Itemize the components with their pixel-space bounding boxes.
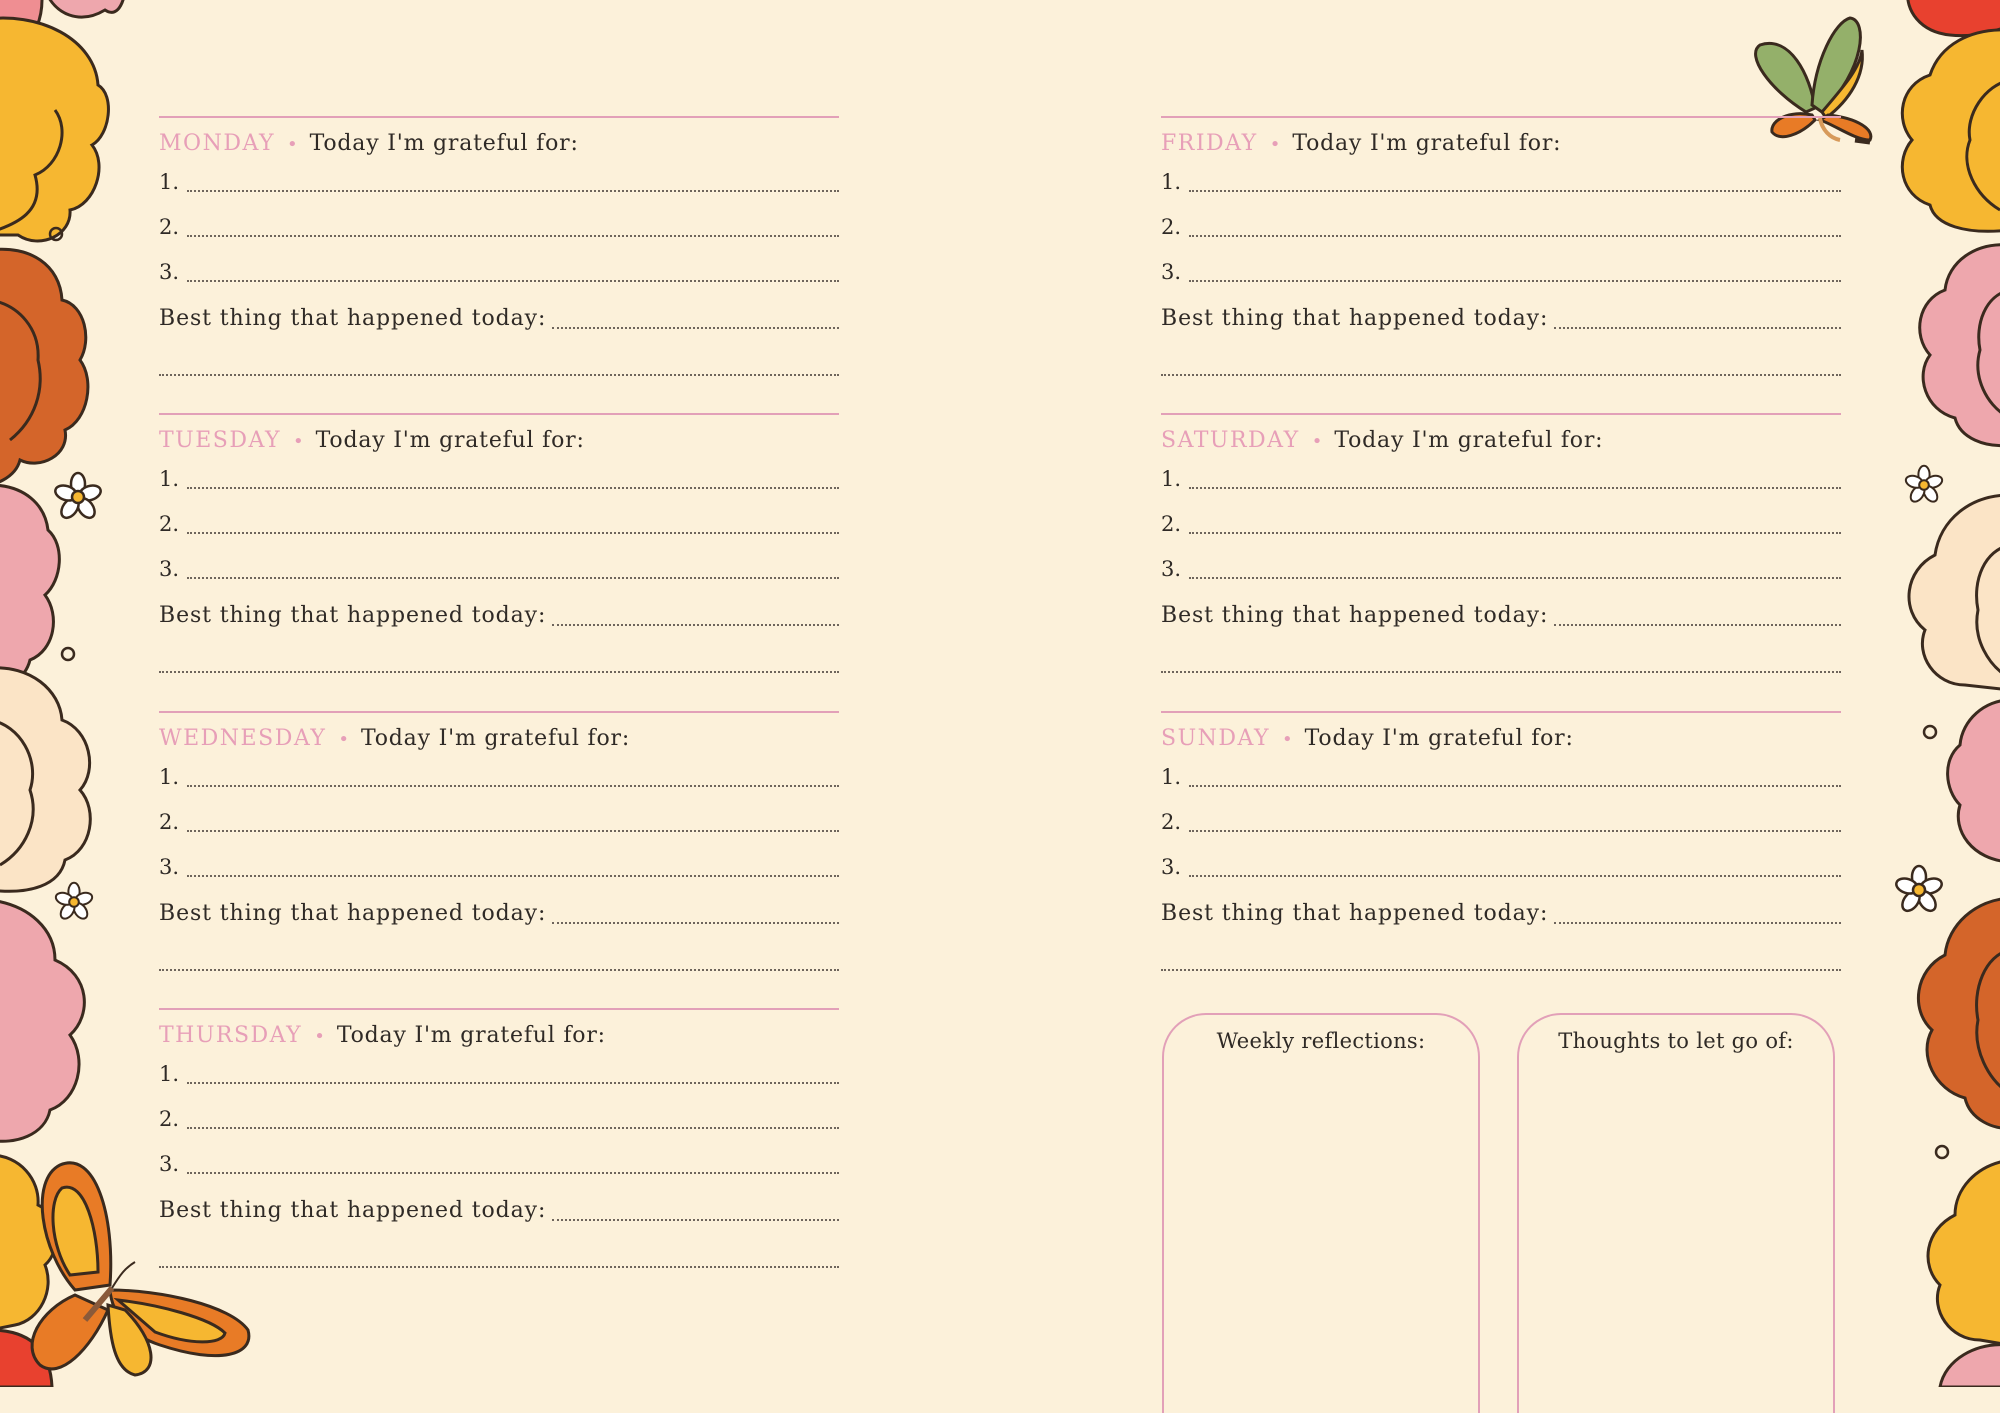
dotted-write-line[interactable] — [1554, 922, 1841, 924]
item-number: 3. — [1161, 855, 1182, 879]
item-number: 3. — [159, 557, 180, 581]
section-divider — [159, 413, 839, 415]
dotted-write-line[interactable] — [187, 190, 839, 192]
bullet-separator: • — [314, 1026, 325, 1047]
item-number: 1. — [1161, 467, 1182, 491]
best-thing-label: Best thing that happened today: — [159, 306, 547, 331]
bullet-separator: • — [1269, 134, 1281, 155]
best-thing-continuation-line[interactable] — [159, 947, 839, 975]
dotted-write-line[interactable] — [187, 875, 839, 877]
red-flower-icon — [0, 1330, 52, 1387]
daisy-icon — [1904, 466, 1943, 504]
dotted-write-line[interactable] — [187, 1172, 839, 1174]
gratitude-line-2[interactable] — [159, 213, 839, 241]
item-number: 3. — [1161, 260, 1182, 284]
section-divider — [1161, 413, 1841, 415]
pink-flower-icon — [0, 485, 59, 688]
best-thing-continuation-line[interactable] — [1161, 649, 1841, 677]
dotted-write-line[interactable] — [552, 624, 839, 626]
best-thing-label: Best thing that happened today: — [1161, 603, 1549, 628]
dotted-write-line[interactable] — [552, 1219, 839, 1221]
dot-decoration — [50, 228, 62, 240]
day-heading — [159, 719, 630, 759]
best-thing-label: Best thing that happened today: — [1161, 306, 1549, 331]
green-butterfly-icon — [1756, 18, 1871, 142]
day-heading — [159, 1016, 606, 1056]
dotted-write-line[interactable] — [187, 280, 839, 282]
day-name: SUNDAY — [1161, 726, 1271, 751]
dotted-write-line[interactable] — [159, 969, 839, 971]
dotted-write-line[interactable] — [1189, 532, 1841, 534]
item-number: 2. — [1161, 810, 1182, 834]
section-divider — [159, 116, 839, 118]
dotted-write-line[interactable] — [187, 235, 839, 237]
dotted-write-line[interactable] — [187, 1082, 839, 1084]
dotted-write-line[interactable] — [187, 532, 839, 534]
best-thing-label: Best thing that happened today: — [159, 1198, 547, 1223]
dotted-write-line[interactable] — [552, 327, 839, 329]
gratitude-line-2[interactable] — [159, 808, 839, 836]
dotted-write-line[interactable] — [159, 1266, 839, 1268]
best-thing-continuation-line[interactable] — [159, 352, 839, 380]
best-thing-continuation-line[interactable] — [1161, 947, 1841, 975]
dot-decoration — [1936, 1146, 1948, 1158]
item-number: 1. — [159, 1062, 180, 1086]
dotted-write-line[interactable] — [159, 374, 839, 376]
gratitude-line-2[interactable] — [159, 1105, 839, 1133]
daisy-icon — [54, 883, 93, 921]
day-name: WEDNESDAY — [159, 726, 327, 751]
weekly-reflections-box[interactable] — [1162, 1013, 1480, 1413]
pink-flower-icon — [1948, 700, 2000, 862]
grateful-prompt: Today I'm grateful for: — [1334, 428, 1604, 453]
best-thing-continuation-line[interactable] — [159, 1244, 839, 1272]
item-number: 3. — [1161, 557, 1182, 581]
gratitude-line-1[interactable] — [1161, 763, 1841, 791]
dotted-write-line[interactable] — [1161, 671, 1841, 673]
day-heading — [1161, 421, 1603, 461]
dotted-write-line[interactable] — [1189, 830, 1841, 832]
bullet-separator: • — [1282, 729, 1293, 750]
yellow-flower-icon — [0, 1155, 56, 1330]
cream-flower-icon — [1909, 495, 2000, 690]
dotted-write-line[interactable] — [1189, 280, 1841, 282]
dotted-write-line[interactable] — [187, 577, 839, 579]
dotted-write-line[interactable] — [1189, 577, 1841, 579]
item-number: 2. — [159, 215, 180, 239]
thoughts-to-let-go-box[interactable] — [1517, 1013, 1835, 1413]
gratitude-line-1[interactable] — [159, 763, 839, 791]
dotted-write-line[interactable] — [187, 785, 839, 787]
yellow-flower-icon — [1902, 30, 2000, 231]
dotted-write-line[interactable] — [187, 830, 839, 832]
dotted-write-line[interactable] — [1161, 374, 1841, 376]
item-number: 2. — [1161, 215, 1182, 239]
item-number: 3. — [159, 1152, 180, 1176]
item-number: 2. — [1161, 512, 1182, 536]
dot-decoration — [62, 648, 74, 660]
orange-flower-icon — [0, 249, 88, 485]
best-thing-line[interactable] — [1161, 900, 1841, 928]
grateful-prompt: Today I'm grateful for: — [315, 428, 585, 453]
gratitude-line-1[interactable] — [1161, 465, 1841, 493]
dotted-write-line[interactable] — [159, 671, 839, 673]
gratitude-line-1[interactable] — [1161, 168, 1841, 196]
dotted-write-line[interactable] — [1554, 327, 1841, 329]
day-name: MONDAY — [159, 131, 275, 156]
gratitude-line-3[interactable] — [1161, 853, 1841, 881]
best-thing-continuation-line[interactable] — [159, 649, 839, 677]
thoughts-to-let-go-title: Thoughts to let go of: — [1558, 1029, 1794, 1053]
gratitude-line-3[interactable] — [159, 1150, 839, 1178]
best-thing-label: Best thing that happened today: — [159, 901, 547, 926]
gratitude-line-3[interactable] — [1161, 555, 1841, 583]
day-heading — [1161, 719, 1574, 759]
dotted-write-line[interactable] — [1189, 190, 1841, 192]
bullet-separator: • — [338, 729, 349, 750]
dotted-write-line[interactable] — [1554, 624, 1841, 626]
pink-flower-icon — [1920, 245, 2000, 446]
gratitude-line-3[interactable] — [1161, 258, 1841, 286]
yellow-flower-icon — [0, 0, 108, 241]
section-divider — [159, 711, 839, 713]
gratitude-line-2[interactable] — [1161, 510, 1841, 538]
dotted-write-line[interactable] — [1161, 969, 1841, 971]
grateful-prompt: Today I'm grateful for: — [336, 1023, 606, 1048]
item-number: 1. — [1161, 170, 1182, 194]
section-divider — [159, 1008, 839, 1010]
dotted-write-line[interactable] — [1189, 875, 1841, 877]
day-heading — [1161, 124, 1561, 164]
grateful-prompt: Today I'm grateful for: — [1304, 726, 1574, 751]
grateful-prompt: Today I'm grateful for: — [309, 131, 579, 156]
red-flower-icon — [1908, 0, 2000, 36]
day-heading — [159, 124, 579, 164]
gratitude-line-3[interactable] — [159, 258, 839, 286]
day-name: FRIDAY — [1161, 131, 1258, 156]
orange-flower-icon — [1918, 898, 2000, 1128]
dotted-write-line[interactable] — [1189, 487, 1841, 489]
grateful-prompt: Today I'm grateful for: — [1292, 131, 1562, 156]
day-name: SATURDAY — [1161, 428, 1300, 453]
item-number: 1. — [159, 765, 180, 789]
item-number: 3. — [159, 855, 180, 879]
day-name: THURSDAY — [159, 1023, 303, 1048]
pink-flower-icon — [45, 0, 125, 17]
dotted-write-line[interactable] — [1189, 785, 1841, 787]
gratitude-line-1[interactable] — [159, 168, 839, 196]
bullet-separator: • — [1311, 431, 1323, 452]
dotted-write-line[interactable] — [1189, 235, 1841, 237]
best-thing-continuation-line[interactable] — [1161, 352, 1841, 380]
weekly-reflections-title: Weekly reflections: — [1216, 1029, 1426, 1053]
yellow-flower-icon — [1928, 1160, 2000, 1345]
item-number: 2. — [159, 512, 180, 536]
item-number: 1. — [1161, 765, 1182, 789]
best-thing-label: Best thing that happened today: — [159, 603, 547, 628]
gratitude-line-2[interactable] — [1161, 808, 1841, 836]
item-number: 2. — [159, 1107, 180, 1131]
best-thing-line[interactable] — [159, 602, 839, 630]
day-name: TUESDAY — [159, 428, 282, 453]
gratitude-line-3[interactable] — [159, 555, 839, 583]
item-number: 1. — [159, 170, 180, 194]
dot-decoration — [1924, 726, 1936, 738]
cream-flower-icon — [0, 668, 90, 891]
dotted-write-line[interactable] — [187, 1127, 839, 1129]
bullet-separator: • — [286, 134, 298, 155]
best-thing-line[interactable] — [159, 1197, 839, 1225]
best-thing-line[interactable] — [159, 305, 839, 333]
daisy-icon — [1894, 866, 1943, 914]
bullet-separator: • — [293, 431, 304, 452]
best-thing-line[interactable] — [1161, 602, 1841, 630]
pink-flower-icon — [1940, 1345, 2000, 1387]
best-thing-label: Best thing that happened today: — [1161, 901, 1549, 926]
item-number: 3. — [159, 260, 180, 284]
pink-flower-icon — [0, 900, 84, 1141]
item-number: 1. — [159, 467, 180, 491]
best-thing-line[interactable] — [1161, 305, 1841, 333]
section-divider — [1161, 116, 1841, 118]
dotted-write-line[interactable] — [187, 487, 839, 489]
grateful-prompt: Today I'm grateful for: — [360, 726, 631, 751]
daisy-icon — [53, 473, 102, 521]
gratitude-line-2[interactable] — [1161, 213, 1841, 241]
gratitude-line-1[interactable] — [159, 465, 839, 493]
gratitude-line-1[interactable] — [159, 1060, 839, 1088]
gratitude-line-2[interactable] — [159, 510, 839, 538]
section-divider — [1161, 711, 1841, 713]
day-heading — [159, 421, 585, 461]
item-number: 2. — [159, 810, 180, 834]
dotted-write-line[interactable] — [552, 922, 839, 924]
gratitude-line-3[interactable] — [159, 853, 839, 881]
best-thing-line[interactable] — [159, 900, 839, 928]
